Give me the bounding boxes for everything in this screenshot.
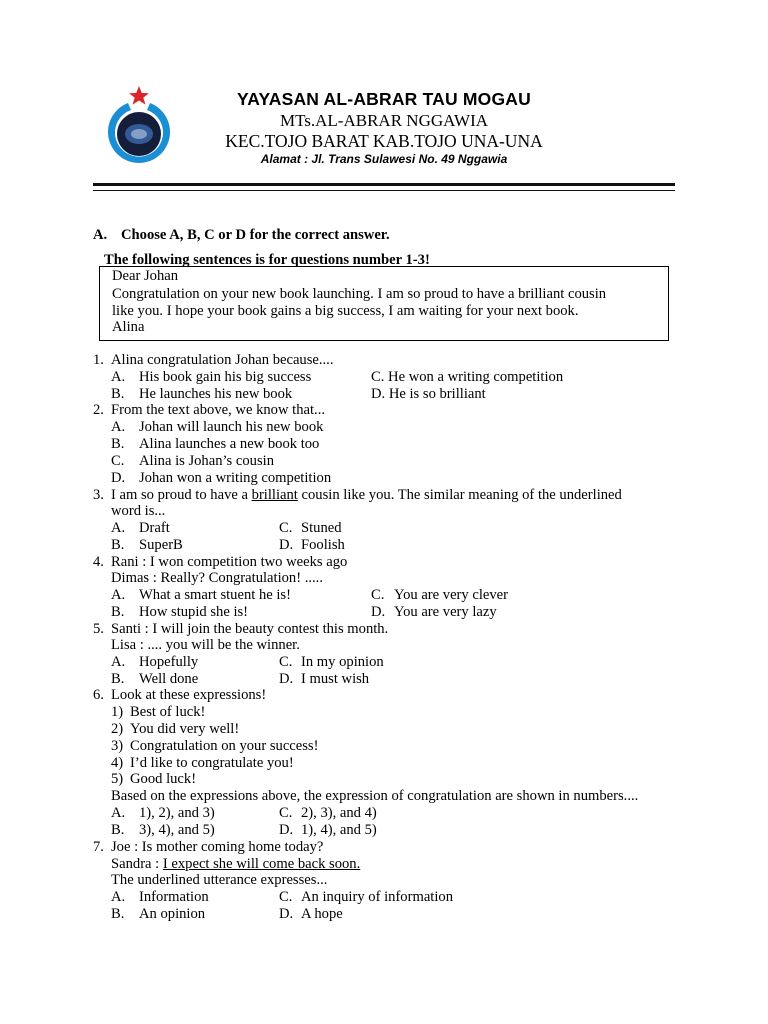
- option-text: Stuned: [301, 520, 342, 536]
- option-text: D. He is so brilliant: [371, 386, 486, 402]
- option-text: Hopefully: [139, 654, 199, 670]
- dialogue-line: Santi : I will join the beauty contest this month.: [111, 621, 389, 637]
- expression-text: I’d like to congratulate you!: [130, 755, 294, 771]
- option-key: C.: [279, 520, 293, 536]
- option-text: 1), 4), and 5): [301, 822, 377, 838]
- option-key: B.: [111, 671, 125, 687]
- option-text: Alina launches a new book too: [139, 436, 320, 452]
- question-text: The underlined utterance expresses...: [111, 872, 328, 888]
- dialogue-line: Dimas : Really? Congratulation! .....: [111, 570, 323, 586]
- option-key: A.: [111, 520, 126, 536]
- option-key: B.: [111, 604, 125, 620]
- section-letter: A.: [93, 227, 108, 243]
- expression-text: Congratulation on your success!: [130, 738, 319, 754]
- expression-number: 3): [111, 738, 124, 754]
- option-text: Draft: [139, 520, 170, 536]
- option-key: D.: [279, 822, 294, 838]
- expression-number: 4): [111, 755, 124, 771]
- option-text: Johan won a writing competition: [139, 470, 332, 486]
- header-divider-thick: [93, 183, 675, 186]
- school-name: MTs.AL-ABRAR NGGAWIA: [279, 111, 489, 130]
- question-number: 3.: [93, 487, 104, 503]
- option-text: 1), 2), and 3): [139, 805, 215, 821]
- option-text: SuperB: [139, 537, 183, 553]
- expression-number: 2): [111, 721, 124, 737]
- option-key: C.: [279, 889, 293, 905]
- expression-text: You did very well!: [130, 721, 240, 737]
- passage-box: [99, 266, 669, 341]
- option-key: D.: [279, 906, 294, 922]
- option-text: You are very clever: [394, 587, 509, 603]
- option-key: B.: [111, 537, 125, 553]
- question-number: 1.: [93, 352, 104, 368]
- school-address: Alamat : Jl. Trans Sulawesi No. 49 Nggawia: [260, 152, 508, 166]
- option-key: A.: [111, 587, 126, 603]
- question-number: 2.: [93, 402, 104, 418]
- underlined-word: brilliant: [251, 487, 298, 503]
- dialogue-line: Lisa : .... you will be the winner.: [111, 637, 300, 653]
- option-key: C.: [371, 587, 385, 603]
- district-name: KEC.TOJO BARAT KAB.TOJO UNA-UNA: [225, 131, 543, 151]
- dialogue-line: Rani : I won competition two weeks ago: [111, 554, 348, 570]
- option-key: B.: [111, 436, 125, 452]
- passage-line: Dear Johan: [112, 268, 179, 284]
- option-key: A.: [111, 419, 126, 435]
- option-text: 2), 3), and 4): [301, 805, 377, 821]
- question-text-part: cousin like you. The similar meaning of the underlined: [301, 487, 622, 503]
- expression-text: Best of luck!: [130, 704, 206, 720]
- passage-line: like you. I hope your book gains a big success, I am waiting for your next book.: [112, 303, 579, 319]
- school-logo: [102, 86, 176, 166]
- option-text: You are very lazy: [394, 604, 497, 620]
- passage-intro: The following sentences is for questions number 1-3!: [104, 252, 430, 268]
- foundation-name: YAYASAN AL-ABRAR TAU MOGAU: [237, 89, 531, 109]
- passage-line: Alina: [112, 319, 145, 335]
- expression-number: 5): [111, 771, 124, 787]
- option-text: Well done: [139, 671, 199, 687]
- option-key: A.: [111, 805, 126, 821]
- option-text: Johan will launch his new book: [139, 419, 324, 435]
- option-key: C.: [279, 654, 293, 670]
- option-text: 3), 4), and 5): [139, 822, 215, 838]
- option-text: In my opinion: [301, 654, 384, 670]
- option-text: Foolish: [301, 537, 345, 553]
- question-text: From the text above, we know that...: [111, 402, 325, 418]
- option-key: C.: [111, 453, 125, 469]
- option-key: A.: [111, 369, 126, 385]
- option-text: He launches his new book: [139, 386, 293, 402]
- option-key: B.: [111, 822, 125, 838]
- option-text: What a smart stuent he is!: [139, 587, 291, 603]
- option-key: A.: [111, 654, 126, 670]
- option-text: How stupid she is!: [139, 604, 249, 620]
- option-key: D.: [371, 604, 386, 620]
- option-text: A hope: [301, 906, 343, 922]
- option-text: An inquiry of information: [301, 889, 453, 905]
- question-text: [111, 487, 622, 504]
- question-number: 7.: [93, 839, 104, 855]
- section-instruction: Choose A, B, C or D for the correct answer.: [121, 227, 390, 243]
- option-key: D.: [279, 537, 294, 553]
- expression-text: Good luck!: [130, 771, 197, 787]
- dialogue-line: [111, 856, 360, 873]
- option-text: His book gain his big success: [139, 369, 312, 385]
- question-number: 4.: [93, 554, 104, 570]
- option-key: A.: [111, 889, 126, 905]
- option-text: Alina is Johan’s cousin: [139, 453, 274, 469]
- question-text: Alina congratulation Johan because....: [111, 352, 334, 368]
- question-text: Based on the expressions above, the expression of congratulation are shown in numbers....: [111, 788, 639, 804]
- option-text: C. He won a writing competition: [371, 369, 564, 385]
- question-text: word is...: [111, 503, 166, 519]
- option-text: Information: [139, 889, 209, 905]
- option-key: B.: [111, 906, 125, 922]
- underlined-utterance: I expect she will come back soon.: [162, 856, 361, 872]
- passage-line: Congratulation on your new book launching. I am so proud to have a brilliant cousin: [112, 286, 607, 302]
- header-divider-thin: [93, 190, 675, 191]
- option-text: I must wish: [301, 671, 370, 687]
- option-text: An opinion: [139, 906, 206, 922]
- option-key: D.: [111, 470, 126, 486]
- question-text: Look at these expressions!: [111, 687, 267, 703]
- speaker-label: Sandra :: [111, 856, 160, 872]
- dialogue-line: Joe : Is mother coming home today?: [111, 839, 324, 855]
- question-text-part: I am so proud to have a: [111, 487, 248, 503]
- option-key: B.: [111, 386, 125, 402]
- option-key: C.: [279, 805, 293, 821]
- option-key: D.: [279, 671, 294, 687]
- question-number: 5.: [93, 621, 104, 637]
- star-icon: [129, 86, 149, 105]
- expression-number: 1): [111, 704, 124, 720]
- question-number: 6.: [93, 687, 104, 703]
